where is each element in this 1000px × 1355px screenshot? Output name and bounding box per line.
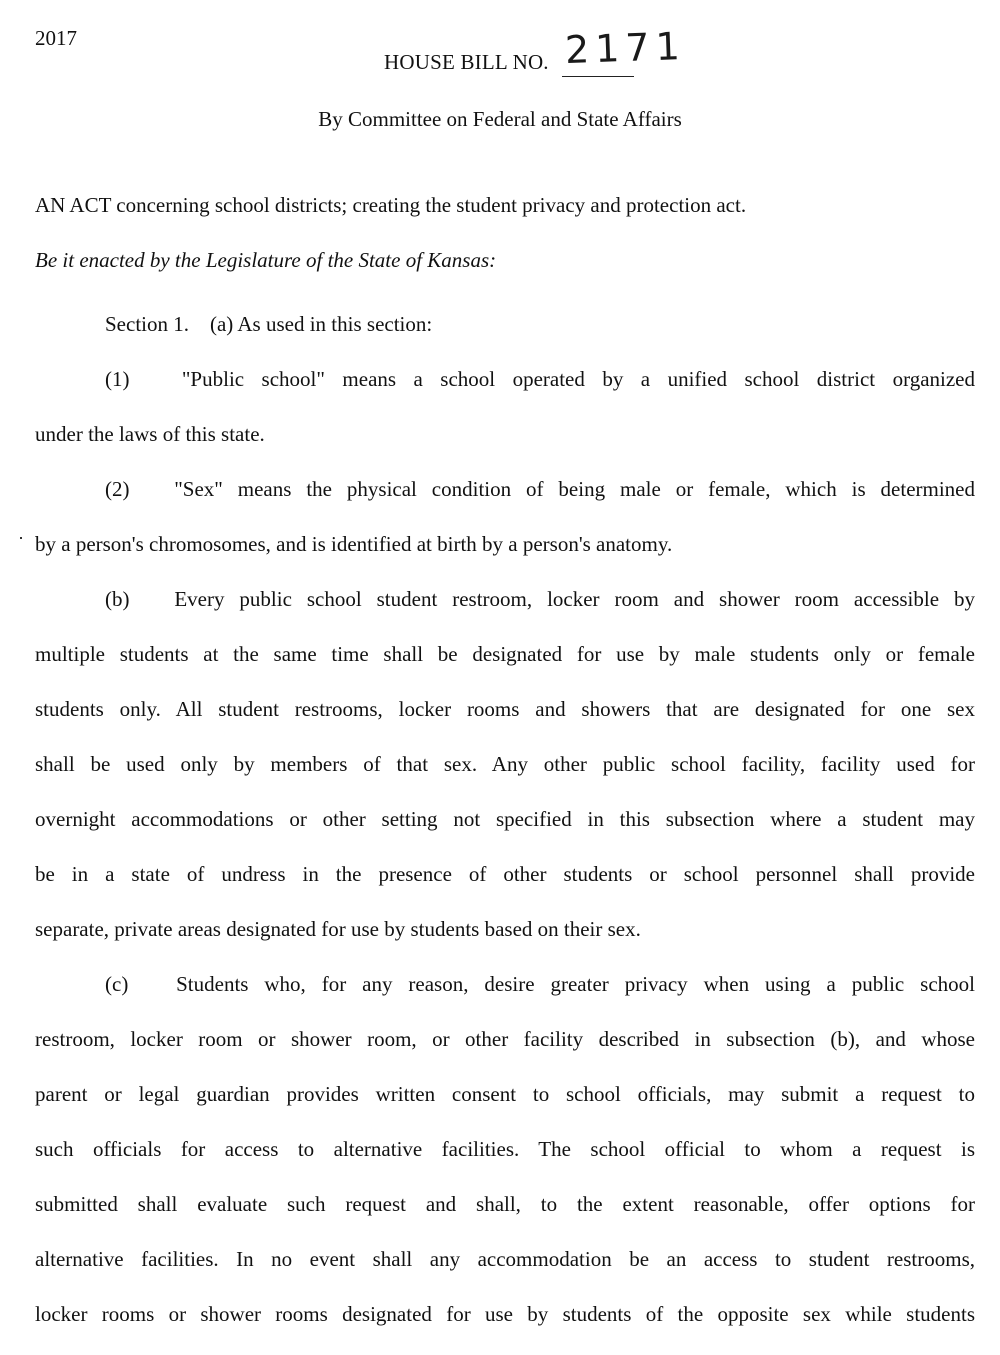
bill-year: 2017 xyxy=(35,26,77,50)
handwritten-bill-number: 2171 xyxy=(564,23,687,73)
act-title: AN ACT concerning school districts; creating the student privacy and protection act. xyxy=(35,193,747,217)
margin-mark xyxy=(20,537,22,539)
subsection-b-line: shall be used only by members of that sex. Any other public school facility, facility used for xyxy=(35,752,975,776)
definition-1-line-1: (1) "Public school" means a school operated by a unified school district organized xyxy=(105,367,975,391)
committee-line: By Committee on Federal and State Affairs xyxy=(318,107,682,131)
subsection-c-line: locker rooms or shower rooms designated for use by students of the opposite sex while students xyxy=(35,1302,975,1326)
bill-number-underline xyxy=(562,76,634,77)
subsection-c-line: (c) Students who, for any reason, desire greater privacy when using a public school xyxy=(105,972,975,996)
subsection-c-line: parent or legal guardian provides written consent to school officials, may submit a request to xyxy=(35,1082,975,1106)
subsection-c-line: submitted shall evaluate such request and shall, to the extent reasonable, offer options for xyxy=(35,1192,975,1216)
subsection-b-line: students only. All student restrooms, locker rooms and showers that are designated for one sex xyxy=(35,697,975,721)
subsection-b-line: overnight accommodations or other setting not specified in this subsection where a student may xyxy=(35,807,975,831)
subsection-b-line: multiple students at the same time shall be designated for use by male students only or female xyxy=(35,642,975,666)
definition-2-line-1: (2) "Sex" means the physical condition of being male or female, which is determined xyxy=(105,477,975,501)
enacting-clause: Be it enacted by the Legislature of the State of Kansas: xyxy=(35,248,497,272)
section-heading: Section 1. (a) As used in this section: xyxy=(105,312,433,336)
subsection-c-line: restroom, locker room or shower room, or other facility described in subsection (b), and whose xyxy=(35,1027,975,1051)
subsection-b-line: be in a state of undress in the presence of other students or school personnel shall provide xyxy=(35,862,975,886)
subsection-c-line: such officials for access to alternative facilities. The school official to whom a request is xyxy=(35,1137,975,1161)
subsection-b-line: separate, private areas designated for use by students based on their sex. xyxy=(35,917,641,941)
subsection-b-line: (b) Every public school student restroom, locker room and shower room accessible by xyxy=(105,587,975,611)
bill-title-prefix: HOUSE BILL NO. xyxy=(384,50,549,74)
subsection-c-line: alternative facilities. In no event shall any accommodation be an access to student restrooms, xyxy=(35,1247,975,1271)
definition-2-line-2: by a person's chromosomes, and is identified at birth by a person's anatomy. xyxy=(35,532,673,556)
definition-1-line-2: under the laws of this state. xyxy=(35,422,265,446)
